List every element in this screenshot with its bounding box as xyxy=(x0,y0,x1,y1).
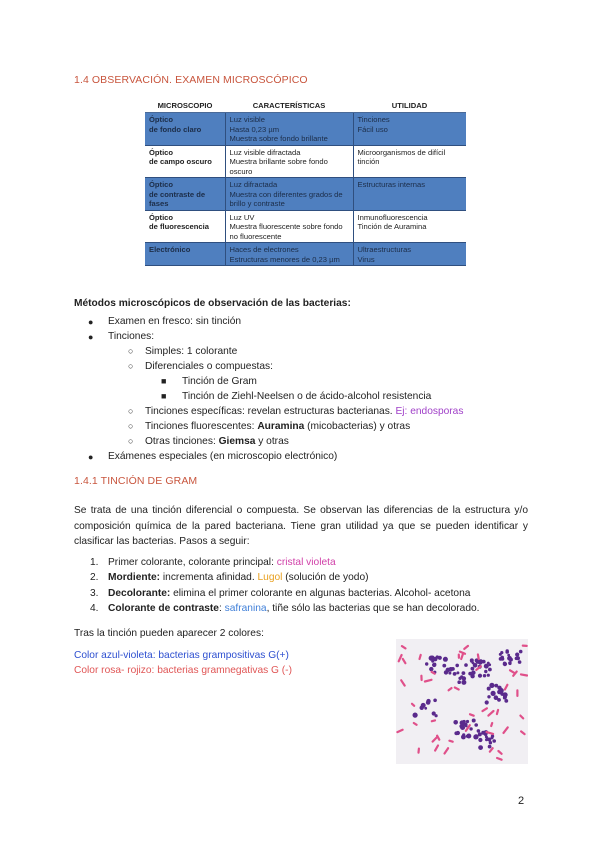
bacillus xyxy=(432,672,435,674)
coccus xyxy=(497,698,501,702)
coccus xyxy=(466,734,471,739)
table-cell-features xyxy=(225,178,353,211)
subsection-heading: 1.4.1 TINCIÓN DE GRAM xyxy=(74,475,198,487)
cell-line: Fácil uso xyxy=(357,124,388,134)
cell-line: Tinción de Auramina xyxy=(357,222,427,231)
cell-line: tinción xyxy=(357,157,380,166)
coccus xyxy=(472,719,476,723)
coccus xyxy=(508,661,512,665)
coccus xyxy=(429,667,433,671)
coccus xyxy=(491,691,496,696)
coccus xyxy=(478,732,482,736)
coccus xyxy=(421,703,426,708)
table-cell-utility xyxy=(353,210,466,243)
bullet-circle-icon: ○ xyxy=(128,361,134,371)
coccus xyxy=(466,720,469,723)
table-header-features: CARACTERÍSTICAS xyxy=(225,99,353,113)
list-item: Examen en fresco: sin tinción xyxy=(108,316,242,327)
bacillus xyxy=(412,704,414,706)
bullet-dot-icon: ● xyxy=(88,332,94,342)
cell-line: Electrónico xyxy=(149,245,191,254)
cell-line: de fondo claro xyxy=(149,124,202,134)
after-text: Tras la tinción pueden aparecer 2 colores: xyxy=(74,628,264,639)
coccus xyxy=(505,650,509,654)
bullet-dot-icon: ● xyxy=(88,452,94,462)
cell-line: de campo oscuro xyxy=(149,157,212,166)
coccus xyxy=(488,745,492,749)
cell-line: Óptico xyxy=(149,115,174,124)
list-item: Tinción de Gram xyxy=(182,376,257,387)
bacillus xyxy=(414,723,417,725)
list-item: Tinción de Ziehl-Neelsen o de ácido-alcohol resistencia xyxy=(182,391,432,402)
coccus xyxy=(433,699,437,703)
table-row xyxy=(145,113,466,146)
cell-line: Luz visible xyxy=(229,115,265,124)
coccus xyxy=(515,657,518,660)
coccus xyxy=(446,668,451,673)
table-cell-features xyxy=(225,113,353,146)
bacillus xyxy=(521,674,527,675)
table-cell-microscope xyxy=(145,210,225,243)
list-item: Otras tinciones: Giemsa y otras xyxy=(145,436,289,447)
cell-line: Muestra fluorescente sobre fondo xyxy=(229,222,343,231)
coccus xyxy=(478,674,482,678)
coccus xyxy=(460,720,465,725)
step-number: 4. xyxy=(90,603,99,614)
coccus xyxy=(503,697,506,700)
coccus xyxy=(487,674,490,677)
coccus xyxy=(499,688,504,693)
coccus xyxy=(413,713,418,718)
coccus xyxy=(469,727,472,730)
coccus xyxy=(456,731,460,735)
coccus xyxy=(455,664,459,668)
coccus xyxy=(474,723,478,727)
coccus xyxy=(461,735,466,740)
gram-paragraph: Se trata de una tinción diferencial o compuesta. Se observan las diferencias de la estructura y/o composición química de la pared bacteriana. Tiene gran utilidad ya que se pueden identificar y clasificar las bacterias. Pasos a seguir: xyxy=(74,505,528,547)
cell-line: Inmunofluorescencia xyxy=(357,212,428,222)
step-item: Mordiente: incrementa afinidad. Lugol (solución de yodo) xyxy=(108,572,369,583)
coccus xyxy=(470,660,473,663)
cell-line: Óptico xyxy=(149,212,174,222)
table-header-utility: UTILIDAD xyxy=(353,99,466,113)
cell-line: Hasta 0,23 µm xyxy=(229,124,280,134)
bacillus xyxy=(470,714,474,715)
table-body xyxy=(145,113,466,266)
cell-line: Luz UV xyxy=(229,212,255,222)
cell-line: de fluorescencia xyxy=(149,222,209,231)
list-item: Tinciones fluorescentes: Auramina (micobacterias) y otras xyxy=(145,421,411,432)
coccus xyxy=(499,657,503,661)
coccus xyxy=(492,739,496,743)
bullet-circle-icon: ○ xyxy=(128,436,134,446)
coccus xyxy=(507,656,512,661)
coccus xyxy=(453,672,457,676)
coccus xyxy=(487,695,490,698)
list-item: Tinciones específicas: revelan estructuras bacterianas. Ej: endosporas xyxy=(145,406,464,417)
coccus xyxy=(504,699,508,703)
bullet-circle-icon: ○ xyxy=(128,346,134,356)
coccus xyxy=(456,671,459,674)
bullet-dot-icon: ● xyxy=(88,317,94,327)
coccus xyxy=(489,683,494,688)
coccus xyxy=(485,700,489,704)
table-cell-microscope xyxy=(145,243,225,266)
coccus xyxy=(484,664,489,669)
bullet-square-icon: ■ xyxy=(161,391,167,401)
coccus xyxy=(470,674,474,678)
table-row xyxy=(145,243,466,266)
step-item: Decolorante: elimina el primer colorante en algunas bacterias. Alcohol- acetona xyxy=(108,588,471,599)
coccus xyxy=(519,650,523,654)
coccus xyxy=(478,738,482,742)
coccus xyxy=(486,737,489,740)
table-cell-features xyxy=(225,210,353,243)
coccus xyxy=(474,734,479,739)
coccus xyxy=(448,672,451,675)
step-item: Primer colorante, colorante principal: cristal violeta xyxy=(108,557,336,568)
bullet-circle-icon: ○ xyxy=(128,406,134,416)
coccus xyxy=(494,684,498,688)
list-item: Tinciones: xyxy=(108,331,155,342)
color-blue-line: Color azul-violeta: bacterias grampositivas G(+) xyxy=(74,650,289,661)
coccus xyxy=(464,663,468,667)
bacillus xyxy=(432,720,435,721)
methods-title: Métodos microscópicos de observación de las bacterias: xyxy=(74,298,351,309)
page-number: 2 xyxy=(518,795,525,807)
table-cell-microscope xyxy=(145,113,225,146)
cell-line: fases xyxy=(149,199,169,208)
coccus xyxy=(458,677,461,680)
coccus xyxy=(518,660,522,664)
bacillus xyxy=(491,723,492,726)
cell-line: Estructuras internas xyxy=(357,180,426,189)
gram-stain-micrograph xyxy=(396,639,528,764)
section-heading: 1.4 OBSERVACIÓN. EXAMEN MICROSCÓPICO xyxy=(74,74,308,86)
cell-line: Virus xyxy=(357,254,375,264)
table-cell-utility xyxy=(353,178,466,211)
coccus xyxy=(488,668,492,672)
coccus xyxy=(507,654,510,657)
cell-line: brillo y contraste xyxy=(229,199,285,208)
cell-line: Luz difractada xyxy=(229,180,278,189)
coccus xyxy=(462,676,466,680)
microscope-table xyxy=(145,99,466,266)
table-cell-features xyxy=(225,145,353,178)
cell-line: Ultraestructuras xyxy=(357,245,412,254)
table-row xyxy=(145,145,466,178)
bacillus xyxy=(420,655,421,659)
coccus xyxy=(483,674,486,677)
cell-line: Luz visible difractada xyxy=(229,147,301,157)
coccus xyxy=(471,667,475,671)
list-item: Exámenes especiales (en microscopio electrónico) xyxy=(108,451,338,462)
coccus xyxy=(503,662,506,665)
table-cell-microscope xyxy=(145,145,225,178)
coccus xyxy=(426,700,430,704)
coccus xyxy=(451,667,455,671)
coccus xyxy=(443,657,448,662)
list-item: Simples: 1 colorante xyxy=(145,346,238,357)
cell-line: oscuro xyxy=(229,166,253,176)
coccus xyxy=(500,651,503,654)
cell-line: de contraste de xyxy=(149,189,206,199)
coccus xyxy=(433,657,437,661)
coccus xyxy=(484,670,487,673)
coccus xyxy=(425,662,428,665)
step-number: 3. xyxy=(90,588,99,599)
bullet-square-icon: ■ xyxy=(161,376,167,386)
table-header-microscope: MICROSCOPIO xyxy=(145,99,225,113)
coccus xyxy=(489,741,492,744)
coccus xyxy=(432,663,436,667)
cell-line: Muestra con diferentes grados de xyxy=(229,189,343,199)
coccus xyxy=(453,720,458,725)
cell-line: no fluorescente xyxy=(229,231,282,241)
table-row xyxy=(145,178,466,211)
coccus xyxy=(515,653,519,657)
table-cell-features xyxy=(225,243,353,266)
bullet-circle-icon: ○ xyxy=(128,421,134,431)
coccus xyxy=(432,711,436,715)
table-cell-utility xyxy=(353,243,466,266)
coccus xyxy=(438,656,442,660)
bacillus xyxy=(497,710,498,714)
cell-line: Óptico xyxy=(149,147,174,157)
coccus xyxy=(462,671,466,675)
table-cell-utility xyxy=(353,113,466,146)
cell-line: Muestra sobre fondo brillante xyxy=(229,134,328,143)
cell-line: Óptico xyxy=(149,180,174,189)
coccus xyxy=(477,729,481,733)
color-pink-line: Color rosa- rojizo: bacterias gramnegativas G (-) xyxy=(74,665,292,676)
example-highlight: Ej: endosporas xyxy=(395,406,464,417)
cell-line: Tinciones xyxy=(357,115,390,124)
table-row xyxy=(145,210,466,243)
step-number: 2. xyxy=(90,572,99,583)
list-item: Diferenciales o compuestas: xyxy=(145,361,273,372)
step-number: 1. xyxy=(90,557,99,568)
coccus xyxy=(478,745,483,750)
table-cell-utility xyxy=(353,145,466,178)
coccus xyxy=(457,680,461,684)
cell-line: Muestra brillante sobre fondo xyxy=(229,157,328,166)
table-cell-microscope xyxy=(145,178,225,211)
cell-line: Microorganismos de difícil xyxy=(357,147,446,157)
coccus xyxy=(482,660,486,664)
bacillus xyxy=(449,741,452,742)
step-item: Colorante de contraste: safranina, tiñe sólo las bacterias que se han decolorado. xyxy=(108,603,480,614)
cell-line: Haces de electrones xyxy=(229,245,299,254)
coccus xyxy=(442,664,446,668)
cell-line: Estructuras menores de 0,23 µm xyxy=(229,254,340,264)
bacillus xyxy=(478,655,479,660)
coccus xyxy=(491,735,494,738)
